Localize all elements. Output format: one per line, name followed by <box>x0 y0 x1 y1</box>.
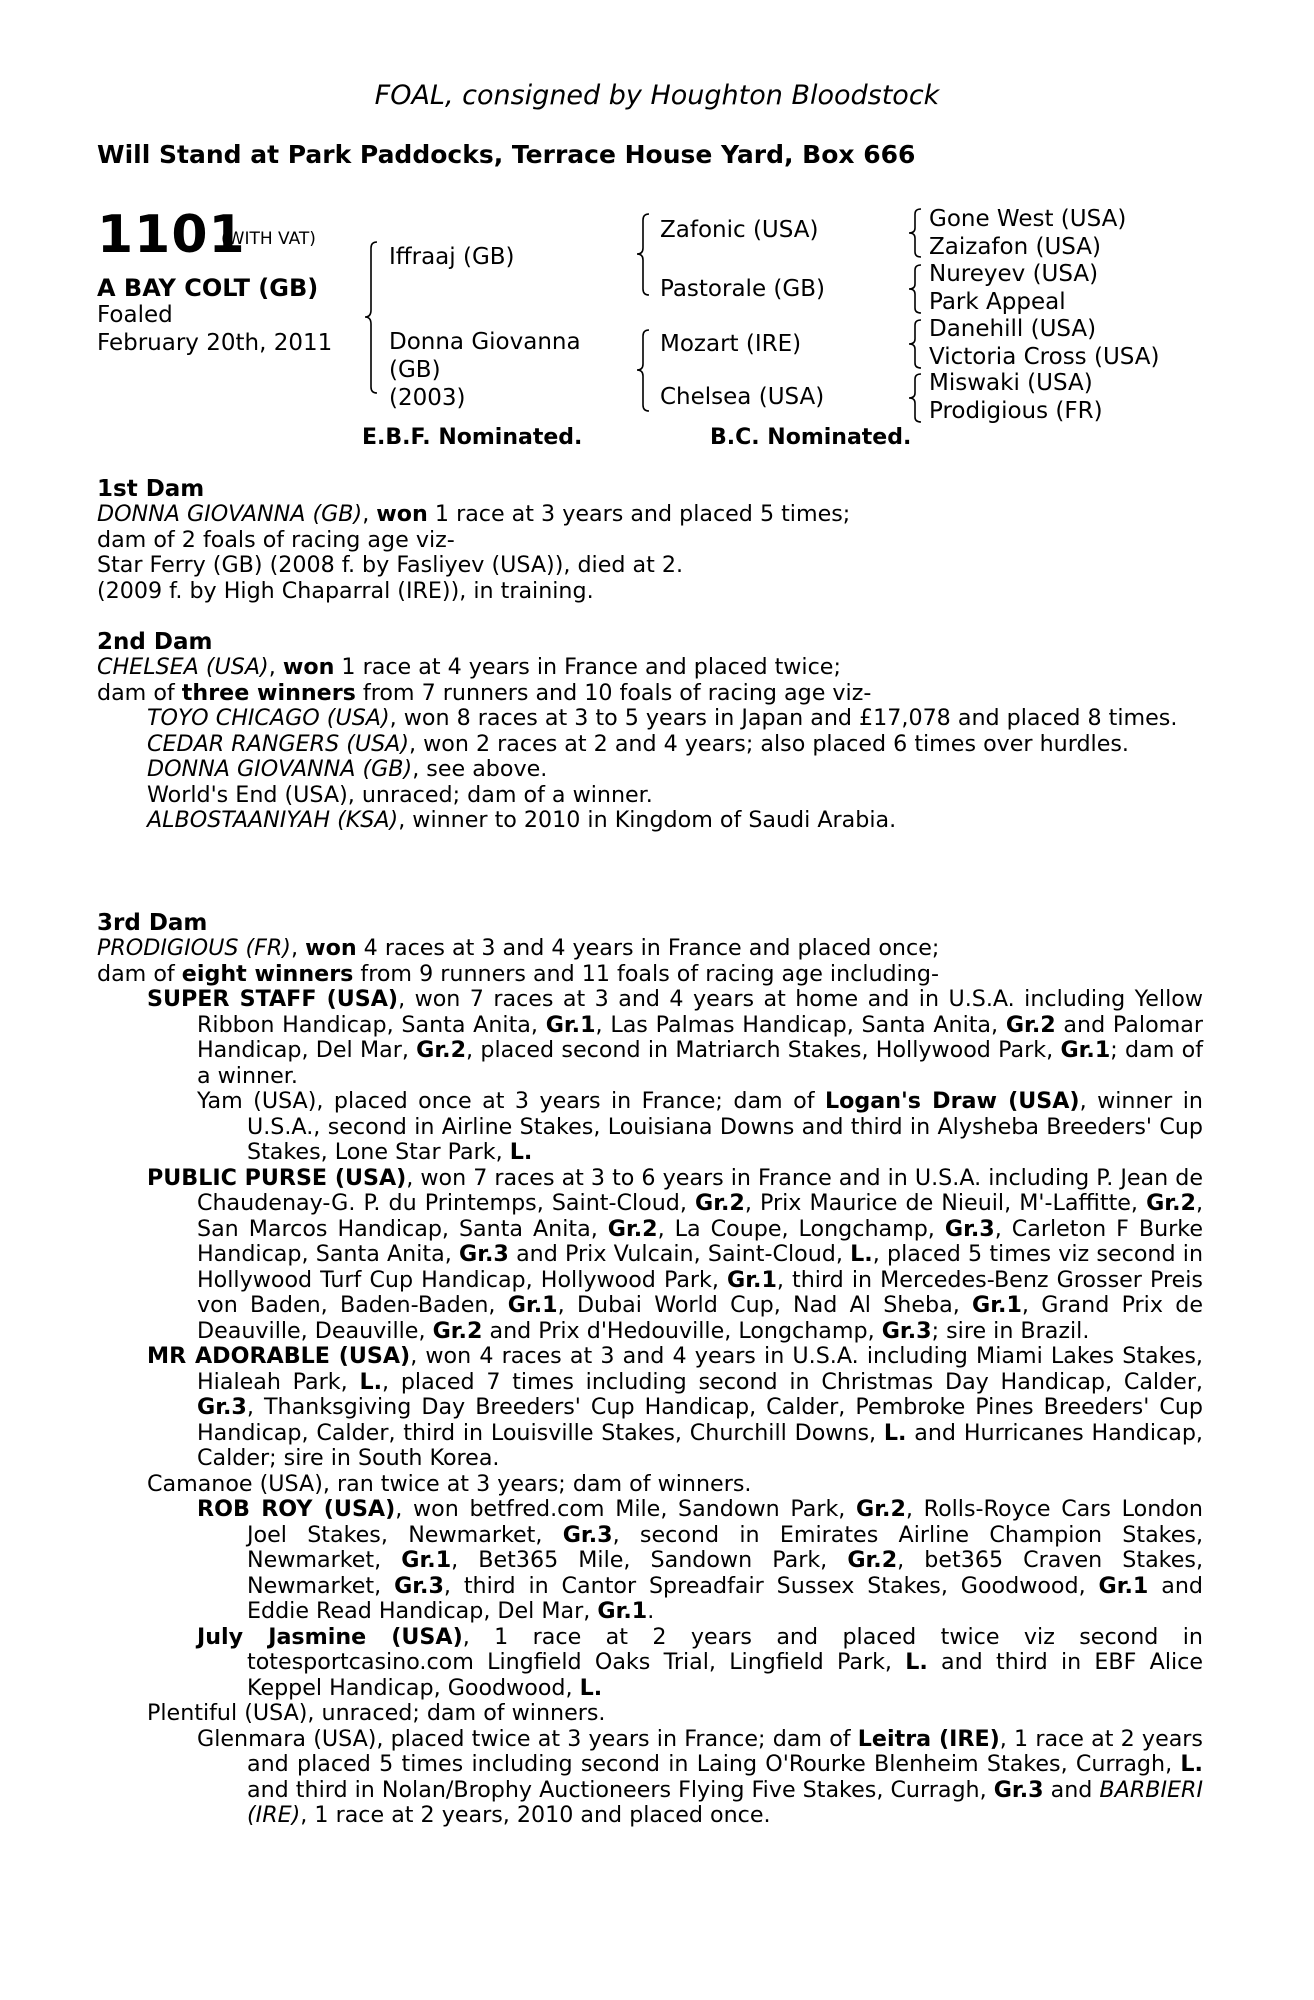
produce-entry-public-purse <box>147 1166 1203 1345</box>
produce-text: , winner in U.S.A., second in Airline Stakes, Louisiana Downs and third in Alysheba Breeders' Cup Stakes, Lone Star Park, <box>247 1088 1203 1165</box>
grade-label: Gr.1 <box>597 1598 648 1624</box>
listed-label: L. <box>850 1241 873 1267</box>
foaled-info <box>97 301 332 357</box>
produce-text: , third in Mercedes-Benz Grosser Preis von Baden, Baden-Baden, <box>197 1266 1203 1318</box>
produce-text: and third in Nolan/Brophy Auctioneers Flying Five Stakes, Curragh, <box>247 1776 994 1803</box>
produce-text: and <box>1043 1776 1100 1803</box>
produce-entry-rob-roy <box>197 1497 1203 1625</box>
third-dam-name: PRODIGIOUS (FR) <box>97 935 291 961</box>
first-dam-text: 1 race at 3 years and placed 5 times; <box>427 501 851 527</box>
produce-entry <box>147 808 1203 834</box>
produce-text: , won 8 races at 3 to 5 years in Japan and £17,078 and placed 8 times. <box>389 705 1178 731</box>
produce-text: , won betfred.com Mile, Sandown Park, <box>395 1496 857 1522</box>
pedigree-brace-g2 <box>906 263 926 315</box>
pedigree-ddd: Prodigious (FR) <box>929 398 1103 424</box>
winners-count: three winners <box>181 679 356 706</box>
pedigree-sire-dam: Pastorale (GB) <box>660 276 825 302</box>
grade-label: Gr.1 <box>972 1292 1022 1318</box>
produce-text: , second in Emirates Airline Champion Stakes, Newmarket, <box>247 1521 1203 1573</box>
produce-name: BARBIERI (IRE) <box>247 1776 1203 1828</box>
third-dam-text: 4 races at 3 and 4 years in France and placed once; <box>356 935 940 961</box>
produce-text: , Las Palmas Handicap, Santa Anita, <box>595 1011 1006 1038</box>
second-dam-record: CHELSEA (USA), won 1 race at 4 years in France and placed twice; <box>97 654 841 680</box>
produce-name: ALBOSTAANIYAH (KSA) <box>147 807 399 833</box>
produce-entry-super-staff <box>147 987 1203 1089</box>
produce-text: , Dubai World Cup, Nad Al Sheba, <box>557 1292 973 1318</box>
produce-name: TOYO CHICAGO (USA) <box>147 705 390 731</box>
second-dam-name: CHELSEA (USA) <box>97 654 269 680</box>
first-dam-heading: 1st Dam <box>97 476 205 502</box>
produce-text: and Prix Vulcain, Saint-Cloud, <box>508 1241 851 1267</box>
produce-text: , Bet365 Mile, Sandown Park, <box>451 1547 848 1573</box>
listed-label: L. <box>359 1368 383 1395</box>
pedigree-brace-main <box>362 240 382 395</box>
produce-text: , Grand Prix de Deauville, Deauville, <box>197 1292 1203 1344</box>
grade-label: Gr.2 <box>847 1547 898 1573</box>
third-dam-summary-text: from 9 runners and 11 foals of racing age including- <box>353 960 939 987</box>
produce-text: , 1 race at 2 years and placed twice viz second in totesportcasino.com Lingfield Oaks Trial, Lingfield Park, <box>247 1623 1203 1675</box>
produce-name: PUBLIC PURSE (USA) <box>147 1164 407 1191</box>
second-dam-produce-summary <box>97 681 1203 707</box>
pedigree-brace-g4 <box>906 372 926 424</box>
produce-text: , placed 5 times viz second in Hollywood Turf Cup Handicap, Hollywood Park, <box>197 1241 1204 1293</box>
produce-text: , won 2 races at 2 and 4 years; also placed 6 times over hurdles. <box>409 730 1129 757</box>
grade-label: Gr.2 <box>607 1215 658 1242</box>
pedigree-dam-year: (2003) <box>389 385 466 411</box>
produce-name: ROB ROY (USA) <box>197 1496 396 1522</box>
stand-location: Will Stand at Park Paddocks, Terrace House Yard, Box 666 <box>97 140 916 169</box>
pedigree-sds: Nureyev (USA) <box>929 261 1099 287</box>
produce-text: , Thanksgiving Day Breeders' Cup Handicap, Calder, Pembroke Pines Breeders' Cup Handicap, Calder, third in Louisville Stakes, Churchill Downs, <box>197 1394 1203 1446</box>
third-dam-heading: 3rd Dam <box>97 910 208 936</box>
produce-text: and Eddie Read Handicap, Del Mar, <box>247 1572 1203 1624</box>
produce-text: , Carleton F Burke Handicap, Santa Anita, <box>197 1215 1204 1267</box>
super-staff-produce <box>197 1089 1203 1166</box>
second-dam-produce <box>147 706 1203 834</box>
produce-text: , 1 race at 2 years and placed 5 times including second in Laing O'Rourke Blenheim Stakes, Curragh, <box>247 1725 1203 1777</box>
produce-text: , see above. <box>412 756 548 782</box>
first-dam-record: DONNA GIOVANNA (GB), won 1 race at 3 years and placed 5 times; <box>97 501 851 527</box>
grade-label: Gr.3 <box>459 1241 509 1267</box>
produce-text: . <box>647 1598 655 1624</box>
pedigree-dss: Danehill (USA) <box>929 316 1097 342</box>
grade-label: Gr.2 <box>856 1496 906 1522</box>
produce-text: ; sire in Brazil. <box>931 1317 1090 1344</box>
produce-text: and Prix d'Hedouville, Longchamp, <box>482 1317 882 1344</box>
second-dam-heading: 2nd Dam <box>97 629 213 655</box>
pedigree-brace-g1 <box>906 207 926 259</box>
grade-label: Gr.2 <box>1146 1190 1196 1216</box>
produce-entry <box>147 757 1203 783</box>
first-dam-name: DONNA GIOVANNA (GB) <box>97 501 363 527</box>
produce-text: , won 7 races at 3 and 4 years at home and in U.S.A. including Yellow Ribbon Handicap, Santa Anita, <box>197 986 1203 1038</box>
second-dam-summary-text: from 7 runners and 10 foals of racing age viz- <box>355 679 872 706</box>
pedigree-brace-g3 <box>906 318 926 370</box>
produce-name: MR ADORABLE (USA) <box>147 1343 411 1369</box>
pedigree-dds: Miswaki (USA) <box>929 370 1093 396</box>
first-dam-section <box>97 477 1203 604</box>
grade-label: Gr.2 <box>416 1037 467 1063</box>
grade-label: Gr.2 <box>1005 1011 1056 1038</box>
produce-text: , bet365 Craven Stakes, Newmarket, <box>247 1547 1204 1599</box>
produce-text: , winner to 2010 in Kingdom of Saudi Arabia. <box>398 807 897 833</box>
produce-text: and Hurricanes Handicap, Calder; sire in South Korea. <box>197 1419 1203 1471</box>
pedigree-dam-sire: Mozart (IRE) <box>660 331 802 357</box>
second-dam-section <box>97 630 1203 834</box>
grade-label: Gr.2 <box>694 1190 745 1216</box>
pedigree-dam <box>389 328 581 412</box>
pedigree-dam-dam: Chelsea (USA) <box>660 384 825 410</box>
pedigree-ssd: Zaizafon (USA) <box>929 234 1102 260</box>
grade-label: Gr.1 <box>727 1266 777 1293</box>
camanoe-produce <box>197 1497 1203 1701</box>
first-dam-foals-summary: dam of 2 foals of racing age viz- <box>97 526 455 553</box>
pedigree-sire-sire: Zafonic (USA) <box>660 217 819 243</box>
won-label: won <box>282 654 335 680</box>
foaled-date: February 20th, 2011 <box>97 330 333 356</box>
produce-text: ; dam of a winner. <box>197 1037 1203 1089</box>
produce-entry-yam <box>197 1089 1203 1166</box>
produce-entry-mr-adorable <box>147 1344 1203 1472</box>
pedigree-g1 <box>929 205 1126 261</box>
dam-of-label: dam of <box>97 679 182 706</box>
listed-label: L. <box>579 1674 603 1701</box>
pedigree-brace-dam <box>634 328 654 413</box>
produce-text: Yam (USA), placed once at 3 years in France; dam of <box>197 1088 825 1114</box>
grade-label: Gr.3 <box>944 1215 995 1242</box>
grade-label: Gr.3 <box>197 1394 247 1420</box>
pedigree-g4 <box>929 369 1103 425</box>
produce-text: , third in Cantor Spreadfair Sussex Stakes, Goodwood, <box>443 1572 1099 1599</box>
pedigree-sdd: Park Appeal <box>929 289 1066 315</box>
pedigree-brace-sire <box>634 212 654 297</box>
grade-label: Gr.2 <box>432 1317 483 1344</box>
produce-text: , San Marcos Handicap, Santa Anita, <box>197 1190 1203 1242</box>
produce-text: , placed second in Matriarch Stakes, Hollywood Park, <box>466 1037 1061 1063</box>
grade-label: Gr.3 <box>562 1521 613 1548</box>
produce-text: and third in EBF Alice Keppel Handicap, Goodwood, <box>247 1649 1203 1701</box>
third-dam-record: PRODIGIOUS (FR), won 4 races at 3 and 4 years in France and placed once; <box>97 935 940 961</box>
produce-entry <box>147 706 1203 732</box>
produce-text: and Palomar Handicap, Del Mar, <box>197 1011 1203 1063</box>
bc-nominated: B.C. Nominated. <box>710 425 912 450</box>
produce-text: Glenmara (USA), placed twice at 3 years in France; dam of <box>197 1725 858 1752</box>
grade-label: Gr.3 <box>993 1776 1044 1803</box>
grade-label: Gr.3 <box>394 1572 444 1599</box>
produce-entry-camanoe: Camanoe (USA), ran twice at 3 years; dam of winners. <box>147 1470 752 1497</box>
produce-entry-plentiful: Plentiful (USA), unraced; dam of winners. <box>147 1700 606 1726</box>
grade-label: Gr.1 <box>1098 1572 1149 1599</box>
third-dam-produce <box>147 987 1203 1829</box>
produce-text: , placed 7 times including second in Christmas Day Handicap, Calder, <box>382 1368 1203 1395</box>
won-label: won <box>376 501 428 527</box>
pedigree-g3 <box>929 315 1160 371</box>
won-label: won <box>305 935 357 961</box>
produce-name: Leitra (IRE) <box>857 1725 1000 1752</box>
produce-text: , won 4 races at 3 and 4 years in U.S.A. including Miami Lakes Stakes, Hialeah Park, <box>197 1343 1203 1395</box>
grade-label: Gr.3 <box>881 1317 932 1344</box>
listed-label: L. <box>905 1649 928 1675</box>
produce-text: , won 7 races at 3 to 6 years in France and in U.S.A. including P. Jean de Chaudenay-G. P. du Printemps, Saint-Cloud, <box>197 1164 1203 1216</box>
ebf-nominated: E.B.F. Nominated. <box>362 425 583 450</box>
pedigree-g2 <box>929 260 1098 316</box>
second-dam-text: 1 race at 4 years in France and placed twice; <box>334 654 841 680</box>
grade-label: Gr.1 <box>401 1547 452 1573</box>
vat-label: (WITH VAT) <box>221 229 316 249</box>
produce-text: , Rolls-Royce Cars London Joel Stakes, Newmarket, <box>247 1496 1203 1548</box>
grade-label: Gr.1 <box>507 1292 558 1318</box>
third-dam-section <box>97 911 1203 1829</box>
dam-of-label: dam of <box>97 960 182 987</box>
plentiful-produce <box>197 1727 1203 1829</box>
produce-entry: World's End (USA), unraced; dam of a winner. <box>147 781 653 808</box>
listed-label: L. <box>509 1139 533 1165</box>
produce-text: , 1 race at 2 years, 2010 and placed once. <box>300 1802 771 1828</box>
page-title: FOAL, consigned by Houghton Bloodstock <box>374 80 940 111</box>
grade-label: Gr.1 <box>1060 1037 1111 1063</box>
produce-name: SUPER STAFF (USA) <box>147 986 399 1012</box>
third-dam-produce-summary <box>97 962 1203 988</box>
listed-label: L. <box>1180 1751 1203 1777</box>
produce-entry-july-jasmine <box>197 1625 1203 1702</box>
produce-text: , Prix Maurice de Nieuil, M'-Laffitte, <box>744 1190 1147 1216</box>
produce-name: DONNA GIOVANNA (GB) <box>147 756 413 782</box>
produce-text: , La Coupe, Longchamp, <box>657 1215 945 1242</box>
produce-name: July Jasmine (USA) <box>197 1623 463 1650</box>
produce-entry <box>147 732 1203 758</box>
grade-label: Gr.1 <box>545 1011 596 1038</box>
lot-description: A BAY COLT (GB) <box>97 274 319 302</box>
produce-entry-glenmara <box>197 1727 1203 1829</box>
produce-name: Logan's Draw (USA) <box>824 1088 1080 1114</box>
lot-number: 1101 <box>97 205 246 265</box>
pedigree-sire: Iffraaj (GB) <box>389 244 515 270</box>
pedigree-dsd: Victoria Cross (USA) <box>929 344 1160 370</box>
pedigree-dam-country: (GB) <box>389 357 441 383</box>
pedigree-sss: Gone West (USA) <box>929 206 1127 232</box>
foaled-label: Foaled <box>97 302 173 328</box>
first-dam-foal: Star Ferry (GB) (2008 f. by Fasliyev (USA)), died at 2. <box>97 552 684 578</box>
pedigree-dam-name: Donna Giovanna <box>389 329 581 355</box>
first-dam-foal: (2009 f. by High Chaparral (IRE)), in training. <box>97 577 594 604</box>
produce-name: CEDAR RANGERS (USA) <box>147 730 410 757</box>
winners-count: eight winners <box>181 960 354 987</box>
listed-label: L. <box>883 1419 907 1446</box>
